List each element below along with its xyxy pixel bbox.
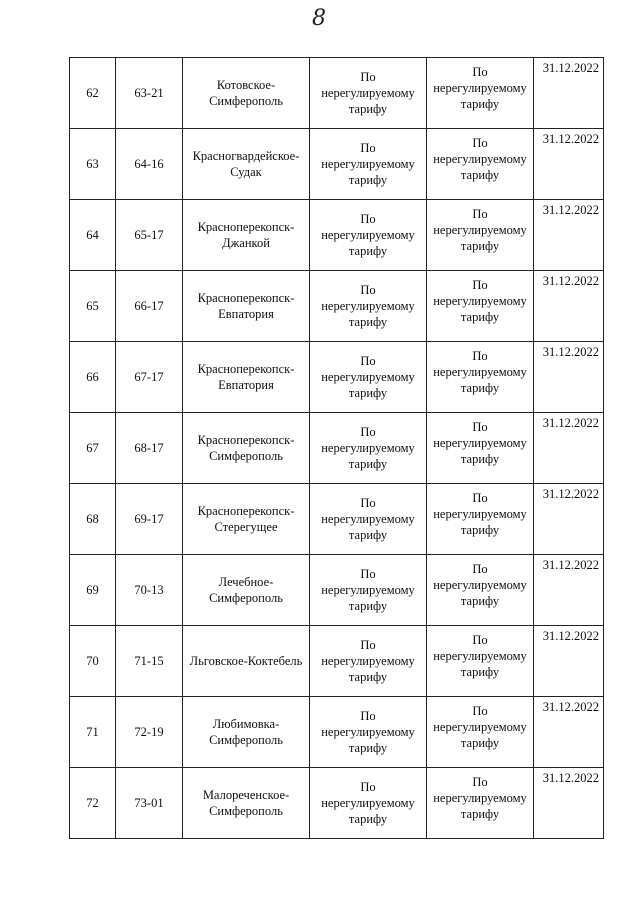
tariff-text-line: По bbox=[472, 207, 488, 221]
tariff-text-line: По bbox=[360, 354, 376, 368]
tariff-cell bbox=[310, 271, 427, 342]
tariff-text-line: тарифу bbox=[460, 168, 500, 182]
tariff-cell bbox=[427, 271, 534, 342]
page-number: 8 bbox=[312, 6, 326, 31]
route-name-line: Симферополь bbox=[209, 449, 283, 463]
route-name-line: Симферополь bbox=[209, 733, 283, 747]
route-name-line: Любимовка- bbox=[212, 717, 280, 731]
tariff-cell bbox=[427, 626, 534, 697]
tariff-text-line: По bbox=[360, 212, 376, 226]
tariff-cell bbox=[310, 58, 427, 129]
tariff-text-line: нерегулируемому bbox=[433, 365, 527, 379]
tariff-text-line: нерегулируемому bbox=[321, 796, 415, 810]
route-name-line: Котовское- bbox=[216, 78, 276, 92]
tariff-text-line: нерегулируемому bbox=[321, 654, 415, 668]
tariff-text-line: нерегулируемому bbox=[433, 649, 527, 663]
tariff-text-line: нерегулируемому bbox=[321, 299, 415, 313]
tariff-text-line: тарифу bbox=[348, 173, 388, 187]
tariff-text-line: нерегулируемому bbox=[433, 223, 527, 237]
tariff-text-line: тарифу bbox=[348, 244, 388, 258]
tariff-text-line: тарифу bbox=[348, 386, 388, 400]
tariff-text-line: тарифу bbox=[348, 528, 388, 542]
tariff-text-line: По bbox=[472, 704, 488, 718]
row-number-cell: 72 bbox=[70, 768, 116, 839]
tariff-cell bbox=[427, 768, 534, 839]
date-cell: 31.12.2022 bbox=[534, 484, 604, 555]
tariff-text-line: тарифу bbox=[348, 812, 388, 826]
route-name-line: Красноперекопск- bbox=[197, 433, 295, 447]
tariff-text-line: тарифу bbox=[460, 523, 500, 537]
tariff-cell bbox=[427, 200, 534, 271]
tariff-text-line: нерегулируемому bbox=[433, 507, 527, 521]
tariff-text-line: По bbox=[472, 562, 488, 576]
registration-number-cell: 67-17 bbox=[116, 342, 183, 413]
tariff-text-line: По bbox=[472, 633, 488, 647]
tariff-text-line: По bbox=[360, 70, 376, 84]
row-number-cell: 68 bbox=[70, 484, 116, 555]
table-row bbox=[70, 555, 604, 626]
tariff-text-line: По bbox=[360, 141, 376, 155]
date-cell: 31.12.2022 bbox=[534, 129, 604, 200]
route-name-line: Красноперекопск- bbox=[197, 220, 295, 234]
row-number-cell: 69 bbox=[70, 555, 116, 626]
table-row bbox=[70, 129, 604, 200]
table-row bbox=[70, 271, 604, 342]
registration-number-cell: 69-17 bbox=[116, 484, 183, 555]
date-cell: 31.12.2022 bbox=[534, 58, 604, 129]
tariff-cell bbox=[427, 484, 534, 555]
tariff-text-line: По bbox=[360, 780, 376, 794]
tariff-text-line: тарифу bbox=[460, 239, 500, 253]
registration-number-cell: 63-21 bbox=[116, 58, 183, 129]
route-name-cell bbox=[183, 413, 310, 484]
registration-number-cell: 65-17 bbox=[116, 200, 183, 271]
tariff-cell bbox=[310, 626, 427, 697]
route-name-line: Красноперекопск- bbox=[197, 504, 295, 518]
tariff-text-line: По bbox=[360, 425, 376, 439]
tariff-text-line: тарифу bbox=[348, 102, 388, 116]
tariff-text-line: тарифу bbox=[460, 452, 500, 466]
route-name-line: Евпатория bbox=[218, 307, 274, 321]
routes-table-body bbox=[70, 58, 604, 839]
tariff-cell bbox=[427, 342, 534, 413]
tariff-text-line: тарифу bbox=[460, 381, 500, 395]
date-cell: 31.12.2022 bbox=[534, 697, 604, 768]
tariff-cell bbox=[427, 58, 534, 129]
tariff-text-line: нерегулируемому bbox=[321, 583, 415, 597]
table-row bbox=[70, 697, 604, 768]
date-cell: 31.12.2022 bbox=[534, 626, 604, 697]
tariff-cell bbox=[310, 555, 427, 626]
tariff-cell bbox=[427, 413, 534, 484]
tariff-text-line: нерегулируемому bbox=[321, 725, 415, 739]
tariff-text-line: нерегулируемому bbox=[321, 370, 415, 384]
tariff-text-line: тарифу bbox=[348, 599, 388, 613]
tariff-text-line: нерегулируемому bbox=[321, 86, 415, 100]
tariff-text-line: нерегулируемому bbox=[433, 81, 527, 95]
tariff-cell bbox=[310, 129, 427, 200]
tariff-text-line: тарифу bbox=[348, 670, 388, 684]
table-row bbox=[70, 626, 604, 697]
route-name-cell bbox=[183, 129, 310, 200]
route-name-line: Красноперекопск- bbox=[197, 291, 295, 305]
tariff-text-line: тарифу bbox=[460, 736, 500, 750]
table-row bbox=[70, 413, 604, 484]
tariff-text-line: По bbox=[472, 775, 488, 789]
tariff-cell bbox=[427, 555, 534, 626]
registration-number-cell: 70-13 bbox=[116, 555, 183, 626]
tariff-text-line: тарифу bbox=[460, 665, 500, 679]
row-number-cell: 70 bbox=[70, 626, 116, 697]
date-cell: 31.12.2022 bbox=[534, 768, 604, 839]
route-name-line: Джанкой bbox=[222, 236, 270, 250]
tariff-text-line: нерегулируемому bbox=[321, 512, 415, 526]
registration-number-cell: 72-19 bbox=[116, 697, 183, 768]
row-number-cell: 71 bbox=[70, 697, 116, 768]
table-row bbox=[70, 342, 604, 413]
tariff-text-line: По bbox=[472, 278, 488, 292]
tariff-text-line: По bbox=[472, 420, 488, 434]
route-name-line: Евпатория bbox=[218, 378, 274, 392]
row-number-cell: 67 bbox=[70, 413, 116, 484]
route-name-line: Судак bbox=[230, 165, 262, 179]
tariff-text-line: нерегулируемому bbox=[433, 294, 527, 308]
route-name-cell bbox=[183, 58, 310, 129]
route-name-line: Симферополь bbox=[209, 804, 283, 818]
row-number-cell: 63 bbox=[70, 129, 116, 200]
table-row bbox=[70, 200, 604, 271]
route-name-line: Стерегущее bbox=[214, 520, 278, 534]
tariff-text-line: По bbox=[472, 136, 488, 150]
tariff-text-line: По bbox=[472, 65, 488, 79]
route-name-cell bbox=[183, 271, 310, 342]
date-cell: 31.12.2022 bbox=[534, 342, 604, 413]
tariff-text-line: нерегулируемому bbox=[433, 152, 527, 166]
table-row bbox=[70, 484, 604, 555]
tariff-text-line: По bbox=[360, 567, 376, 581]
route-name-cell bbox=[183, 342, 310, 413]
table-row bbox=[70, 58, 604, 129]
route-name-line: Лечебное- bbox=[218, 575, 274, 589]
table-row bbox=[70, 768, 604, 839]
tariff-text-line: тарифу bbox=[460, 594, 500, 608]
tariff-cell bbox=[310, 484, 427, 555]
tariff-text-line: По bbox=[360, 638, 376, 652]
route-name-line: Симферополь bbox=[209, 591, 283, 605]
tariff-text-line: По bbox=[472, 491, 488, 505]
date-cell: 31.12.2022 bbox=[534, 271, 604, 342]
tariff-cell bbox=[427, 697, 534, 768]
tariff-text-line: тарифу bbox=[460, 807, 500, 821]
row-number-cell: 66 bbox=[70, 342, 116, 413]
registration-number-cell: 64-16 bbox=[116, 129, 183, 200]
registration-number-cell: 73-01 bbox=[116, 768, 183, 839]
route-name-cell bbox=[183, 768, 310, 839]
tariff-cell bbox=[427, 129, 534, 200]
registration-number-cell: 68-17 bbox=[116, 413, 183, 484]
tariff-cell bbox=[310, 697, 427, 768]
tariff-text-line: тарифу bbox=[460, 97, 500, 111]
tariff-cell bbox=[310, 768, 427, 839]
route-name-line: Симферополь bbox=[209, 94, 283, 108]
tariff-text-line: нерегулируемому bbox=[433, 578, 527, 592]
route-name-cell bbox=[183, 555, 310, 626]
tariff-cell bbox=[310, 200, 427, 271]
row-number-cell: 64 bbox=[70, 200, 116, 271]
tariff-text-line: По bbox=[472, 349, 488, 363]
route-name-line: Красногвардейское- bbox=[192, 149, 300, 163]
route-name-line: Малореченское- bbox=[202, 788, 290, 802]
route-name-cell bbox=[183, 200, 310, 271]
tariff-text-line: нерегулируемому bbox=[433, 791, 527, 805]
tariff-cell bbox=[310, 413, 427, 484]
tariff-text-line: нерегулируемому bbox=[321, 441, 415, 455]
tariff-text-line: тарифу bbox=[348, 315, 388, 329]
registration-number-cell: 71-15 bbox=[116, 626, 183, 697]
tariff-text-line: тарифу bbox=[348, 457, 388, 471]
tariff-text-line: По bbox=[360, 496, 376, 510]
date-cell: 31.12.2022 bbox=[534, 200, 604, 271]
route-name-cell bbox=[183, 697, 310, 768]
tariff-text-line: По bbox=[360, 283, 376, 297]
tariff-text-line: По bbox=[360, 709, 376, 723]
row-number-cell: 65 bbox=[70, 271, 116, 342]
row-number-cell: 62 bbox=[70, 58, 116, 129]
tariff-text-line: нерегулируемому bbox=[321, 157, 415, 171]
date-cell: 31.12.2022 bbox=[534, 555, 604, 626]
route-name-cell bbox=[183, 626, 310, 697]
tariff-text-line: нерегулируемому bbox=[321, 228, 415, 242]
registration-number-cell: 66-17 bbox=[116, 271, 183, 342]
routes-table bbox=[69, 57, 604, 839]
tariff-text-line: тарифу bbox=[348, 741, 388, 755]
route-name-cell bbox=[183, 484, 310, 555]
tariff-text-line: тарифу bbox=[460, 310, 500, 324]
route-name-line: Красноперекопск- bbox=[197, 362, 295, 376]
route-name-line: Льговское-Коктебель bbox=[189, 654, 303, 668]
tariff-text-line: нерегулируемому bbox=[433, 720, 527, 734]
date-cell: 31.12.2022 bbox=[534, 413, 604, 484]
tariff-text-line: нерегулируемому bbox=[433, 436, 527, 450]
tariff-cell bbox=[310, 342, 427, 413]
